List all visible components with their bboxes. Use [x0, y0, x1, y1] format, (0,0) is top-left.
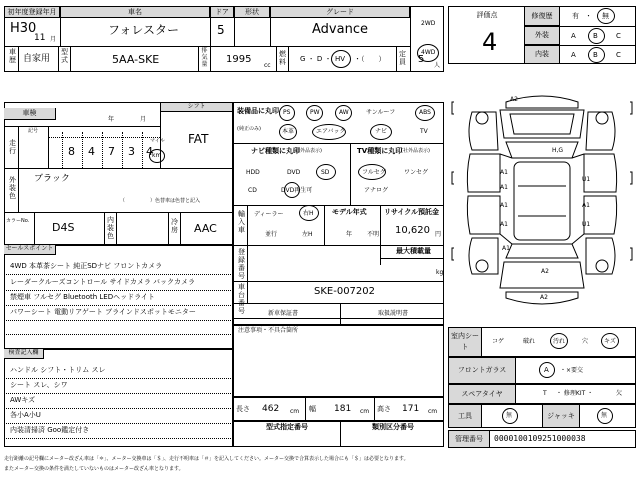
navi-dvd: DVD [287, 169, 301, 176]
capacity-label: 定員 [399, 50, 406, 66]
tv-oneseg: ワンセグ [404, 169, 429, 176]
car-name: フォレスター [108, 23, 180, 37]
owner-manual: 取扱説明書 [378, 310, 409, 317]
import-parallel: 並行 [265, 231, 278, 238]
navi-header-sub: (社外品表示) [293, 148, 322, 154]
front-glass-label: フロントガラス [448, 357, 516, 384]
first-reg-header: 初年度登録年月 [4, 6, 60, 18]
inspector-line-1: ハンドル シフト・トリム スレ [10, 366, 106, 374]
new-car-warranty: 新車保証書 [268, 310, 299, 317]
seat-item-stain: 汚れ [553, 338, 566, 345]
model-value: 5AA-SKE [112, 53, 160, 66]
damage-left-front-door: A1 [500, 169, 508, 176]
exterior-color: ブラック [34, 174, 70, 184]
chassis-value: SKE-007202 [314, 286, 376, 297]
management-label: 管理番号 [448, 430, 490, 448]
mileage-digit-4: 3 [128, 145, 135, 158]
damage-rear-bumper: A2 [541, 268, 549, 275]
equip-navi: ナビ [375, 128, 388, 135]
car-name-header: 車名 [60, 6, 210, 18]
inspector-line-5: 内装清掃済 Goo鑑定付き [10, 426, 90, 434]
import-dealer: ディーラー [254, 211, 284, 218]
spare-label: スペアタイヤ [448, 384, 516, 404]
fuel-other: ・（ ） [354, 55, 386, 63]
damage-right-quarter: U1 [582, 221, 591, 228]
inspector-line-3: AWキズ [10, 396, 36, 404]
interior-grade-c: C [616, 51, 621, 59]
car-outline-icon [448, 88, 636, 328]
aircon-value: AAC [194, 222, 217, 235]
drive-2wd: 2WD [421, 20, 436, 27]
mileage-unit-km: km [152, 152, 162, 159]
equip-tv: TV [420, 128, 428, 135]
equipment-header: 装備品に丸印 [237, 107, 279, 115]
equip-pw: PW [310, 109, 320, 116]
car-damage-diagram [448, 88, 636, 328]
recycle-unit: 円 [435, 231, 442, 238]
color-no-label: カラーNo. [6, 218, 30, 224]
navi-dvd-play: DVD再生可 [281, 187, 313, 194]
door-count: 5 [217, 23, 225, 37]
tv-header-sub: (社外品表示) [401, 148, 430, 154]
model-label: 型式 [61, 48, 68, 64]
mileage-symbol-note: 記号 [28, 128, 39, 134]
damage-left-rear-door: A1 [500, 202, 508, 209]
damage-left-quarter: A1 [500, 221, 508, 228]
chassis-label: 車台番号 [238, 283, 245, 315]
tools-label: 工具 [448, 404, 482, 428]
exterior-label: 外装色 [9, 176, 16, 200]
inspector-header: 検査記入欄 [4, 349, 44, 359]
model-year-unknown: 不明 [367, 231, 380, 238]
import-label: 輸入車 [238, 210, 245, 234]
interior-grade-label: 内装 [524, 45, 560, 64]
color-change-note: （ ）色替車は色替と記入 [120, 198, 201, 204]
navi-cd: CD [248, 187, 257, 194]
damage-right-rear-door: A1 [582, 202, 590, 209]
tools-value: 無 [506, 412, 513, 419]
fuel-selected: HV [335, 55, 346, 63]
first-reg-month: 11 [34, 33, 46, 43]
shift-value: FAT [188, 132, 209, 146]
damage-rear-lower: A2 [540, 294, 548, 301]
spare-dot: T [543, 390, 547, 397]
footer-note-1: 走行距離の記号欄にメーター改ざん車は「＊」、メーター交換車は「＄」、走行不明車は「＃」を記入してください。メーター交換で合算表示した場合にも「＄」は必要となります。 [4, 456, 409, 462]
interior-color-label: 内装色 [107, 216, 114, 240]
model-year-label: モデル年式 [332, 208, 367, 216]
mileage-digit-3: 7 [108, 145, 115, 158]
model-year-year: 年 [346, 231, 353, 238]
notes-frame [233, 325, 444, 397]
first-reg-year: H30 [10, 21, 37, 36]
spare-none: 欠 [616, 390, 623, 397]
grade-value: Advance [312, 22, 368, 37]
sales-point-line-3: 禁煙車 フルセグ Bluetooth LEDヘッドライト [10, 293, 155, 301]
fuel-options: G ・ D ・ [300, 55, 332, 63]
seat-item-tear: 破れ [523, 338, 536, 345]
door-header: ドア [210, 6, 234, 18]
repair-no: 無 [602, 12, 609, 20]
recycle-value: 10,620 [395, 225, 430, 236]
length-label: 長さ [236, 405, 250, 413]
jack-label: ジャッキ [542, 404, 580, 428]
navi-hdd: HDD [246, 169, 260, 176]
sales-point-header: セールスポイント [4, 245, 56, 255]
score-value: 4 [482, 28, 498, 56]
auction-sheet: 初年度登録年月 車名 ドア 形状 グレード H30 11 月 フォレスター 5 Advance 2WD 4WD 車歴 自家用 型式 5AA-SKE 排気量 1995 cc 燃料 G ・ D ・ HV ・（ ） 定員 5 人 車検 年 月 シフト FAT 走行 記号 8 4 7 3 4 マイル km 外装色 ブラック （ ）色替車は色替と記入 カラーNo. D4S 内装色 冷房 AAC 装備品に丸印 (純正のみ) PS PW AW サンルーフ ABS 本革 エアバック ナビ TV ナビ種類に丸印 (社外品表示) TV種類に丸印 (社外品表示) HDD DVD SD CD DVD再生可 フルセグ ワンセグ アナログ 輸入車 ディーラー 並行 右H 左H モデル年式 年 不明 リサイクル預託金 10,620 円 登録番号 最大積載量 kg 車台番号 SKE-007202 セールスポイント 4WD 本革茶シート 純正SDナビ フロントカメラ レーダークルーズコントロール サイドカメラ バックカメラ 禁煙車 フルセグ Bluetooth LEDヘッドライト パワーシート 電動リアゲート ブラインドスポットモニター 新車保証書 取扱説明書 注意事項・不具合箇所 検査記入欄 ハンドル シフト・トリム スレ シート スレ、シワ AWキズ 各小A小U 内装清掃済 Goo鑑定付き 長さ 462 cm 幅 181 cm 高さ 171 cm 型式指定番号 類別区分番号 評価点 4 修復歴 外装 内装 有 ・ 無 A B C A B C A2 A1 A1 U1 A1 A1 A1 U1 A2 A1 A2 H,G 室内シート コゲ 破れ 汚れ 穴 キズ フロントガラス A ・×要交 スペアタイヤ T ・ 修理KIT ・ 欠 工具 無 ジャッキ 無 管理番号 0000100109251000038 走行距離の記号欄にメーター改ざん車は「＊」、メーター交換車は「＄」、走行不明車は「＃」を記入してください。メーター交換で合算表示した場合にも「＄」は必要となります。 またメーター交換の条件を満たしていないものはメーター改ざん車となります。 [0, 0, 640, 480]
color-no-value: D4S [52, 221, 75, 234]
height-label: 高さ [377, 405, 391, 413]
sales-point-line-4: パワーシート 電動リアゲート ブラインドスポットモニター [10, 308, 196, 316]
exterior-grade-b: B [593, 32, 598, 40]
notes-label: 注意事項・不具合箇所 [238, 327, 299, 334]
exterior-grade-c: C [616, 32, 621, 40]
drive-4wd: 4WD [421, 49, 436, 56]
inspection-year-unit: 年 [108, 116, 115, 123]
displacement-unit: cc [264, 62, 271, 69]
reg-no-label: 登録番号 [238, 248, 245, 280]
capacity-value: 5 [418, 54, 425, 65]
handle-right: 右H [303, 210, 314, 217]
equip-leather: 本革 [282, 128, 295, 135]
exterior-grade-label: 外装 [524, 26, 560, 45]
month-unit: 月 [50, 36, 57, 43]
recycle-label: リサイクル預託金 [384, 208, 440, 216]
inspector-line-4: 各小A小U [10, 411, 41, 419]
equip-sunroof: サンルーフ [366, 109, 396, 116]
tv-fullseg: フルセグ [362, 169, 386, 176]
max-load-label: 最大積載量 [396, 247, 431, 255]
max-load-unit: kg [436, 269, 444, 276]
inspection-header: 車検 [4, 108, 56, 120]
mileage-unit-mile: マイル [150, 138, 165, 144]
jack-value: 無 [601, 412, 608, 419]
damage-right-front-door: U1 [582, 176, 591, 183]
seat-label: 室内シート [448, 327, 482, 357]
navi-header: ナビ種類に丸印 [251, 147, 300, 155]
height-value: 171 [402, 404, 420, 414]
front-glass-selected: A [544, 366, 549, 374]
height-unit: cm [428, 408, 438, 415]
usage-label: 車歴 [9, 48, 16, 64]
damage-left-mid: A1 [500, 184, 508, 191]
aircon-label: 冷房 [171, 218, 178, 234]
sales-point-line-1: 4WD 本革茶シート 純正SDナビ フロントカメラ [10, 262, 163, 270]
displacement-label: 排気量 [201, 47, 208, 68]
damage-front-bumper: A2 [510, 96, 518, 103]
fuel-label: 燃料 [279, 50, 286, 66]
grade-header: グレード [270, 6, 410, 18]
repair-yes: 有 [572, 12, 579, 20]
handle-left: 左H [302, 231, 313, 238]
interior-grade-b: B [593, 51, 598, 59]
front-glass-note: ・×要交 [560, 367, 584, 374]
length-value: 462 [262, 404, 280, 414]
seat-item-hole: 穴 [582, 338, 589, 345]
type-designation-label: 型式指定番号 [266, 423, 308, 431]
equip-aw: AW [339, 109, 349, 116]
length-unit: cm [290, 408, 300, 415]
inspection-month-unit: 月 [140, 116, 147, 123]
width-unit: cm [360, 408, 370, 415]
tv-analog: アナログ [364, 187, 389, 194]
interior-grade-a: A [571, 51, 576, 59]
usage-value: 自家用 [23, 54, 51, 64]
displacement-value: 1995 [226, 54, 252, 65]
score-label: 評価点 [476, 11, 498, 19]
shape-header: 形状 [234, 6, 270, 18]
certificates-frame [233, 303, 444, 325]
repair-label: 修復歴 [524, 6, 560, 26]
seat-item-scratch: キズ [604, 338, 616, 345]
equipment-header-sub: (純正のみ) [237, 126, 261, 132]
width-value: 181 [334, 404, 352, 414]
width-label: 幅 [309, 405, 316, 413]
capacity-unit: 人 [434, 62, 441, 69]
mileage-digit-2: 4 [88, 145, 95, 158]
inspector-line-2: シート スレ、シワ [10, 381, 68, 389]
equip-airbag: エアバック [316, 128, 346, 135]
tv-header: TV種類に丸印 [357, 147, 403, 155]
airbag-circle-mark [312, 124, 346, 140]
footer-note-2: またメーター交換の条件を満たしていないものはメーター改ざん車となります。 [4, 466, 184, 472]
equip-abs: ABS [419, 109, 431, 116]
mileage-digit-1: 8 [68, 145, 75, 158]
damage-windshield: H,G [552, 147, 564, 154]
spare-kit: ・ 修理KIT ・ [556, 390, 594, 397]
seat-item-burn: コゲ [492, 338, 505, 345]
management-value: 0000100109251000038 [494, 434, 586, 443]
mileage-label: 走行 [9, 139, 16, 155]
shift-header: シフト [160, 102, 233, 112]
damage-left-rear: A1 [502, 245, 510, 252]
exterior-grade-a: A [571, 32, 576, 40]
category-number-label: 類別区分番号 [372, 423, 414, 431]
navi-sd: SD [321, 169, 330, 176]
equip-ps: PS [283, 109, 291, 116]
mileage-digit-5: 4 [146, 145, 153, 158]
sales-point-line-2: レーダークルーズコントロール サイドカメラ バックカメラ [10, 278, 196, 286]
